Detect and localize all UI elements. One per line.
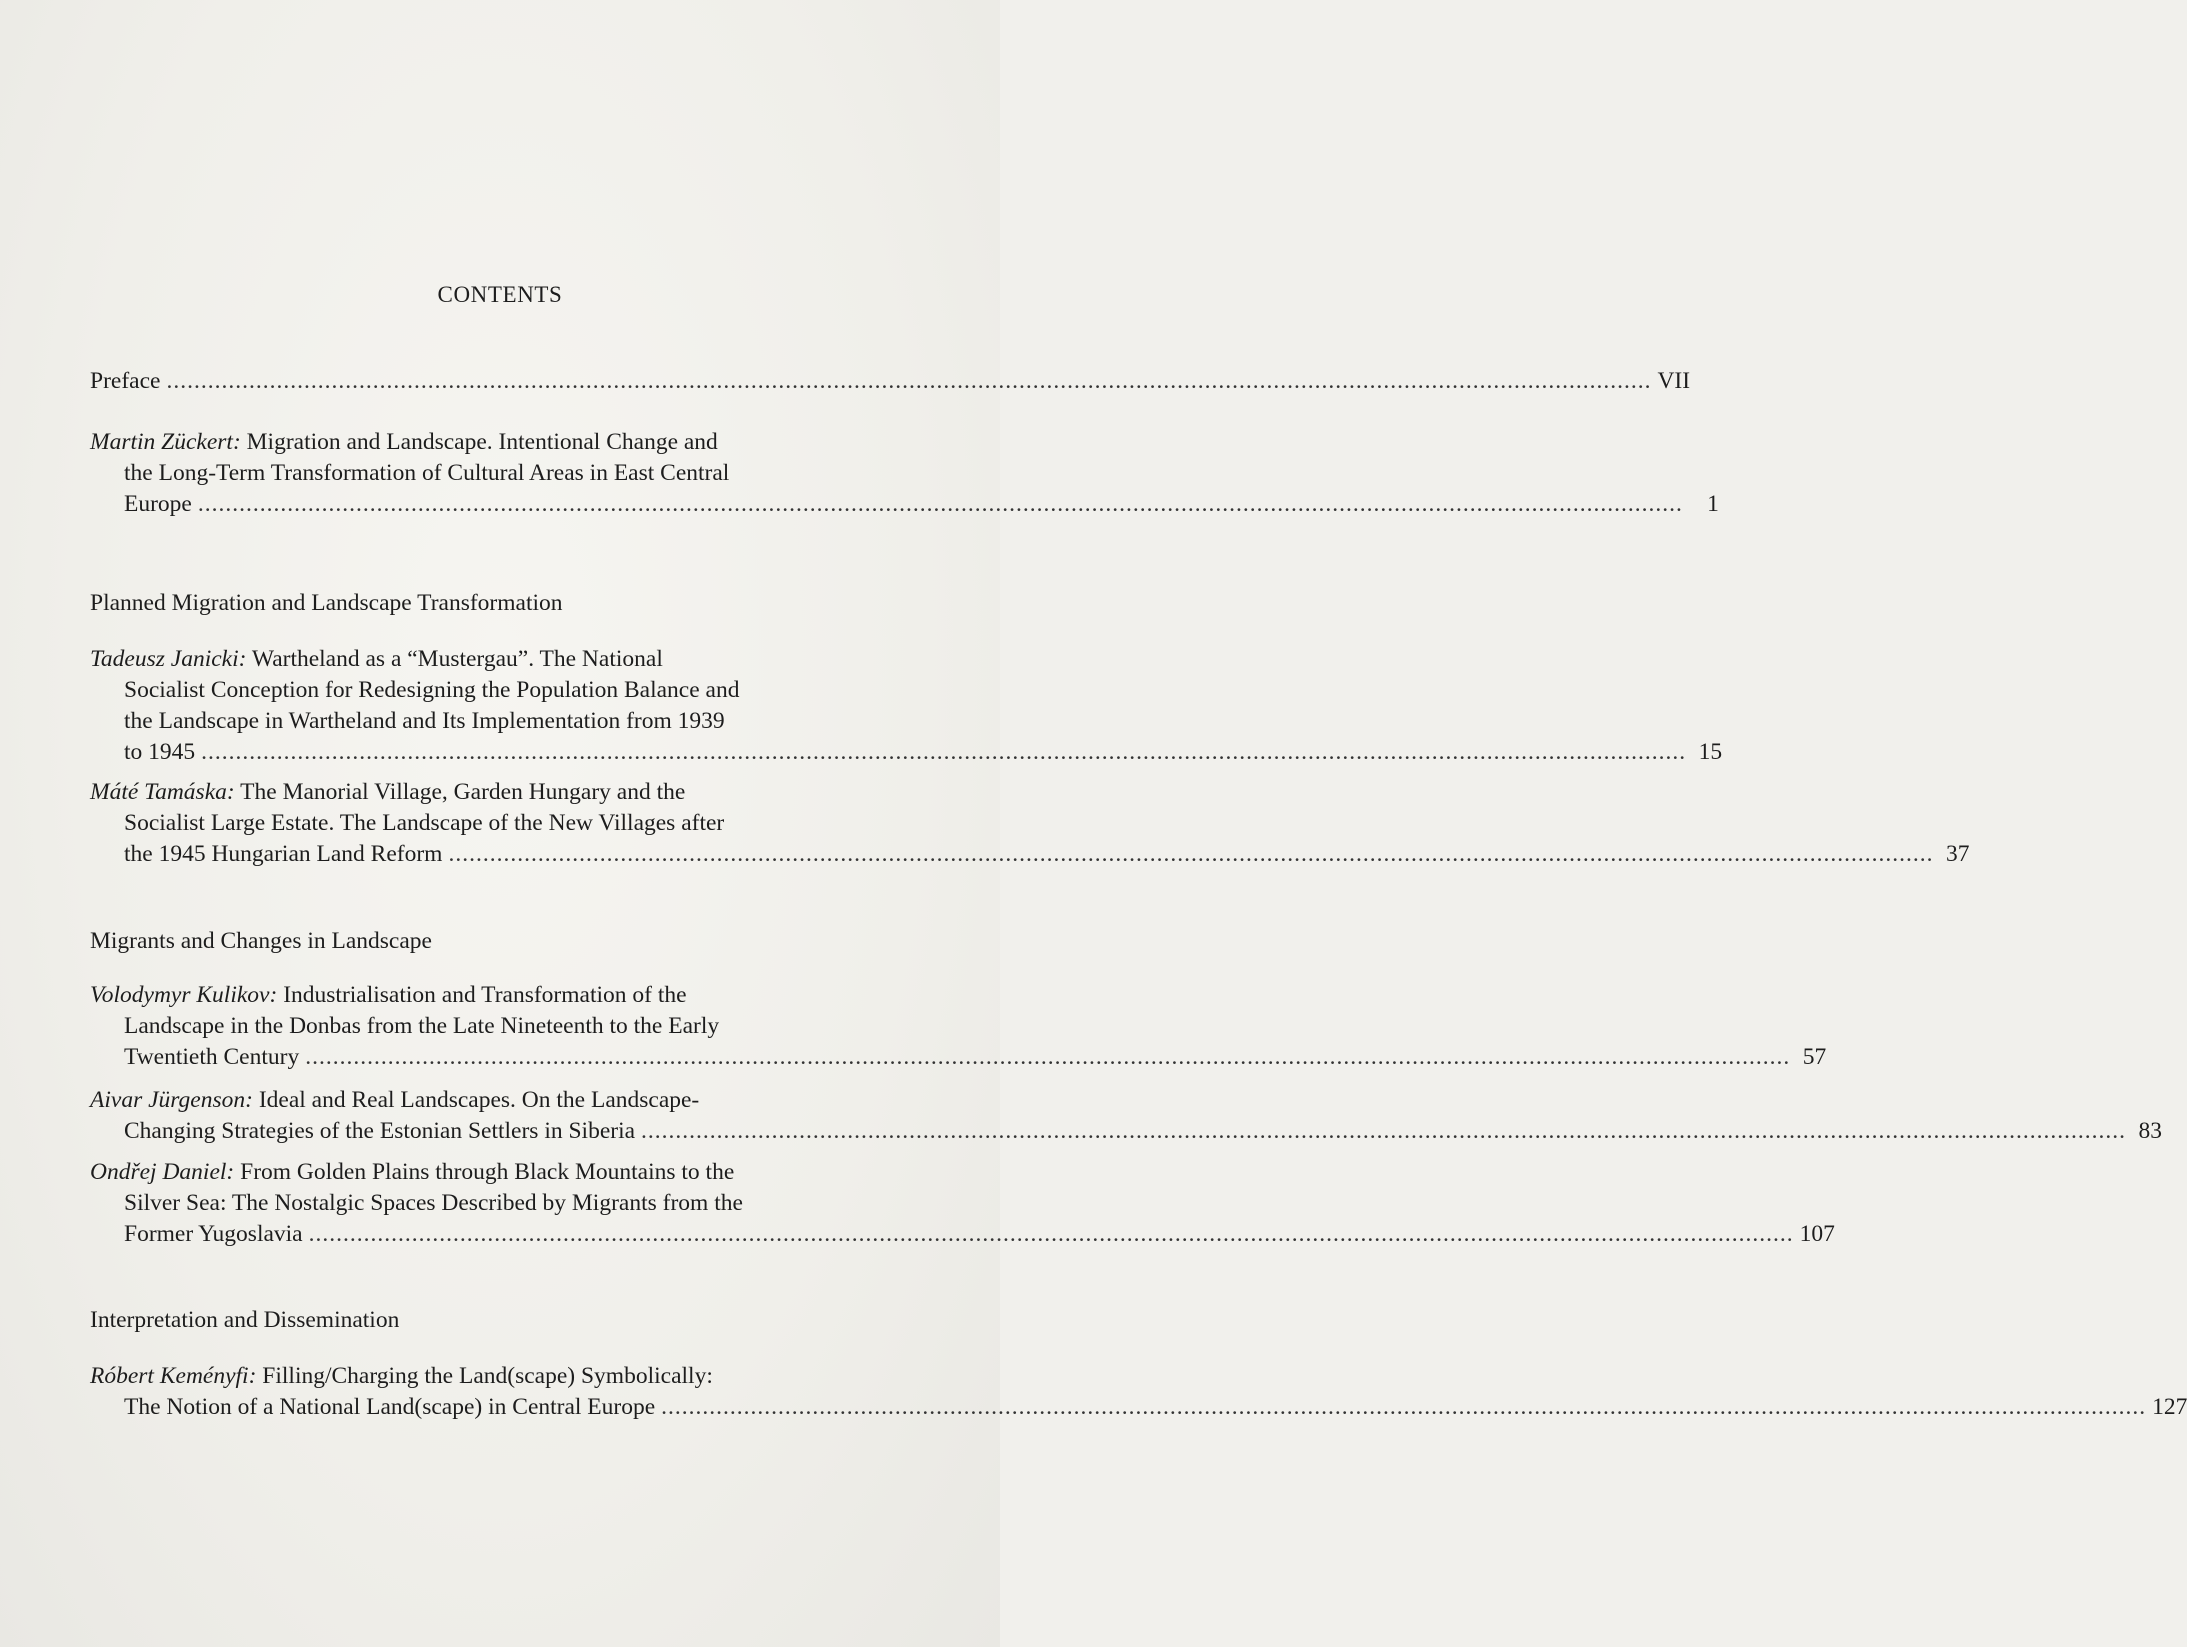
page-number: VII	[1657, 368, 1691, 394]
toc-entry-preface[interactable]	[90, 366, 1691, 397]
entry-last-line	[90, 839, 1970, 870]
entry-author: Ondřej Daniel:	[90, 1159, 235, 1185]
page-number: 127	[2152, 1394, 2187, 1420]
toc-entry-zuckert[interactable]	[90, 427, 1719, 520]
entry-title: Preface	[90, 368, 161, 394]
entry-last-line	[90, 1042, 1827, 1073]
entry-line: the Long-Term Transformation of Cultural Areas in East Central	[124, 460, 730, 486]
entry-line: Landscape in the Donbas from the Late Nineteenth to the Early	[124, 1013, 720, 1039]
section-heading: Migrants and Changes in Landscape	[90, 928, 432, 954]
entry-line	[90, 980, 914, 1011]
entry-title: to 1945	[124, 739, 196, 765]
entry-title: The Notion of a National Land(scape) in Central Europe	[124, 1394, 656, 1420]
entry-last-line	[90, 1219, 1835, 1250]
entry-line: the Landscape in Wartheland and Its Implementation from 1939	[124, 708, 725, 734]
entry-author: Martin Zückert:	[90, 429, 241, 455]
entry-author: Róbert Keményfi:	[90, 1363, 257, 1389]
section-heading: Planned Migration and Landscape Transformation	[90, 590, 563, 616]
entry-title: Former Yugoslavia	[124, 1221, 303, 1247]
entry-line: Socialist Large Estate. The Landscape of the New Villages after	[124, 810, 725, 836]
entry-last-line	[90, 1116, 2163, 1147]
dot-leader: ........................................................................................................................................................................................................................	[641, 1118, 2127, 1144]
toc-entry-tamaska[interactable]	[90, 777, 1970, 870]
page-number: 83	[2138, 1118, 2163, 1144]
entry-line: Silver Sea: The Nostalgic Spaces Described by Migrants from the	[124, 1190, 743, 1216]
page-number: 1	[1707, 491, 1719, 517]
entry-title: Industrialisation and Transformation of the	[283, 982, 687, 1008]
entry-author: Máté Tamáska:	[90, 779, 235, 805]
dot-leader: ........................................................................................................................................................................................................................	[305, 1044, 1791, 1070]
dot-leader: ........................................................................................................................................................................................................................	[661, 1394, 2147, 1420]
dot-leader: ........................................................................................................................................................................................................................	[448, 841, 1934, 867]
entry-author: Aivar Jürgenson:	[90, 1087, 253, 1113]
entry-line	[90, 1085, 914, 1116]
entry-line	[90, 644, 914, 675]
entry-title: The Manorial Village, Garden Hungary and the	[240, 779, 686, 805]
entry-last-line	[90, 366, 1691, 397]
page-number: 15	[1698, 739, 1723, 765]
dot-leader: ........................................................................................................................................................................................................................	[201, 739, 1687, 765]
entry-title: From Golden Plains through Black Mountains to the	[240, 1159, 735, 1185]
toc-entry-jurgenson[interactable]	[90, 1085, 2163, 1147]
toc-entry-kemenyfi[interactable]	[90, 1361, 2187, 1423]
entry-title: Changing Strategies of the Estonian Settlers in Siberia	[124, 1118, 636, 1144]
entry-author: Volodymyr Kulikov:	[90, 982, 278, 1008]
toc-entry-janicki[interactable]	[90, 644, 1723, 768]
entry-title: Filling/Charging the Land(scape) Symbolically:	[262, 1363, 713, 1389]
toc-entry-daniel[interactable]	[90, 1157, 1835, 1250]
entry-line	[90, 777, 914, 808]
entry-title: the 1945 Hungarian Land Reform	[124, 841, 443, 867]
entry-line	[90, 427, 914, 458]
page-title: CONTENTS	[437, 282, 563, 307]
entry-line: Socialist Conception for Redesigning the Population Balance and	[124, 677, 740, 703]
entry-title: Wartheland as a “Mustergau”. The National	[251, 646, 663, 672]
page-number: 37	[1945, 841, 1970, 867]
entry-author: Tadeusz Janicki:	[90, 646, 247, 672]
entry-title: Ideal and Real Landscapes. On the Landscape-	[258, 1087, 700, 1113]
entry-line	[90, 1361, 914, 1392]
entry-title: Europe	[124, 491, 192, 517]
entry-last-line	[90, 489, 1719, 520]
page-number: 107	[1799, 1221, 1835, 1247]
toc-entry-kulikov[interactable]	[90, 980, 1827, 1073]
entry-last-line	[90, 1392, 2187, 1423]
entry-last-line	[90, 737, 1723, 768]
entry-title: Migration and Landscape. Intentional Change and	[246, 429, 718, 455]
dot-leader: ........................................................................................................................................................................................................................	[166, 368, 1652, 394]
page-number: 57	[1802, 1044, 1827, 1070]
entry-line	[90, 1157, 914, 1188]
entry-title: Twentieth Century	[124, 1044, 300, 1070]
section-heading: Interpretation and Dissemination	[90, 1307, 400, 1333]
dot-leader: ........................................................................................................................................................................................................................	[197, 491, 1683, 517]
dot-leader: ........................................................................................................................................................................................................................	[308, 1221, 1794, 1247]
